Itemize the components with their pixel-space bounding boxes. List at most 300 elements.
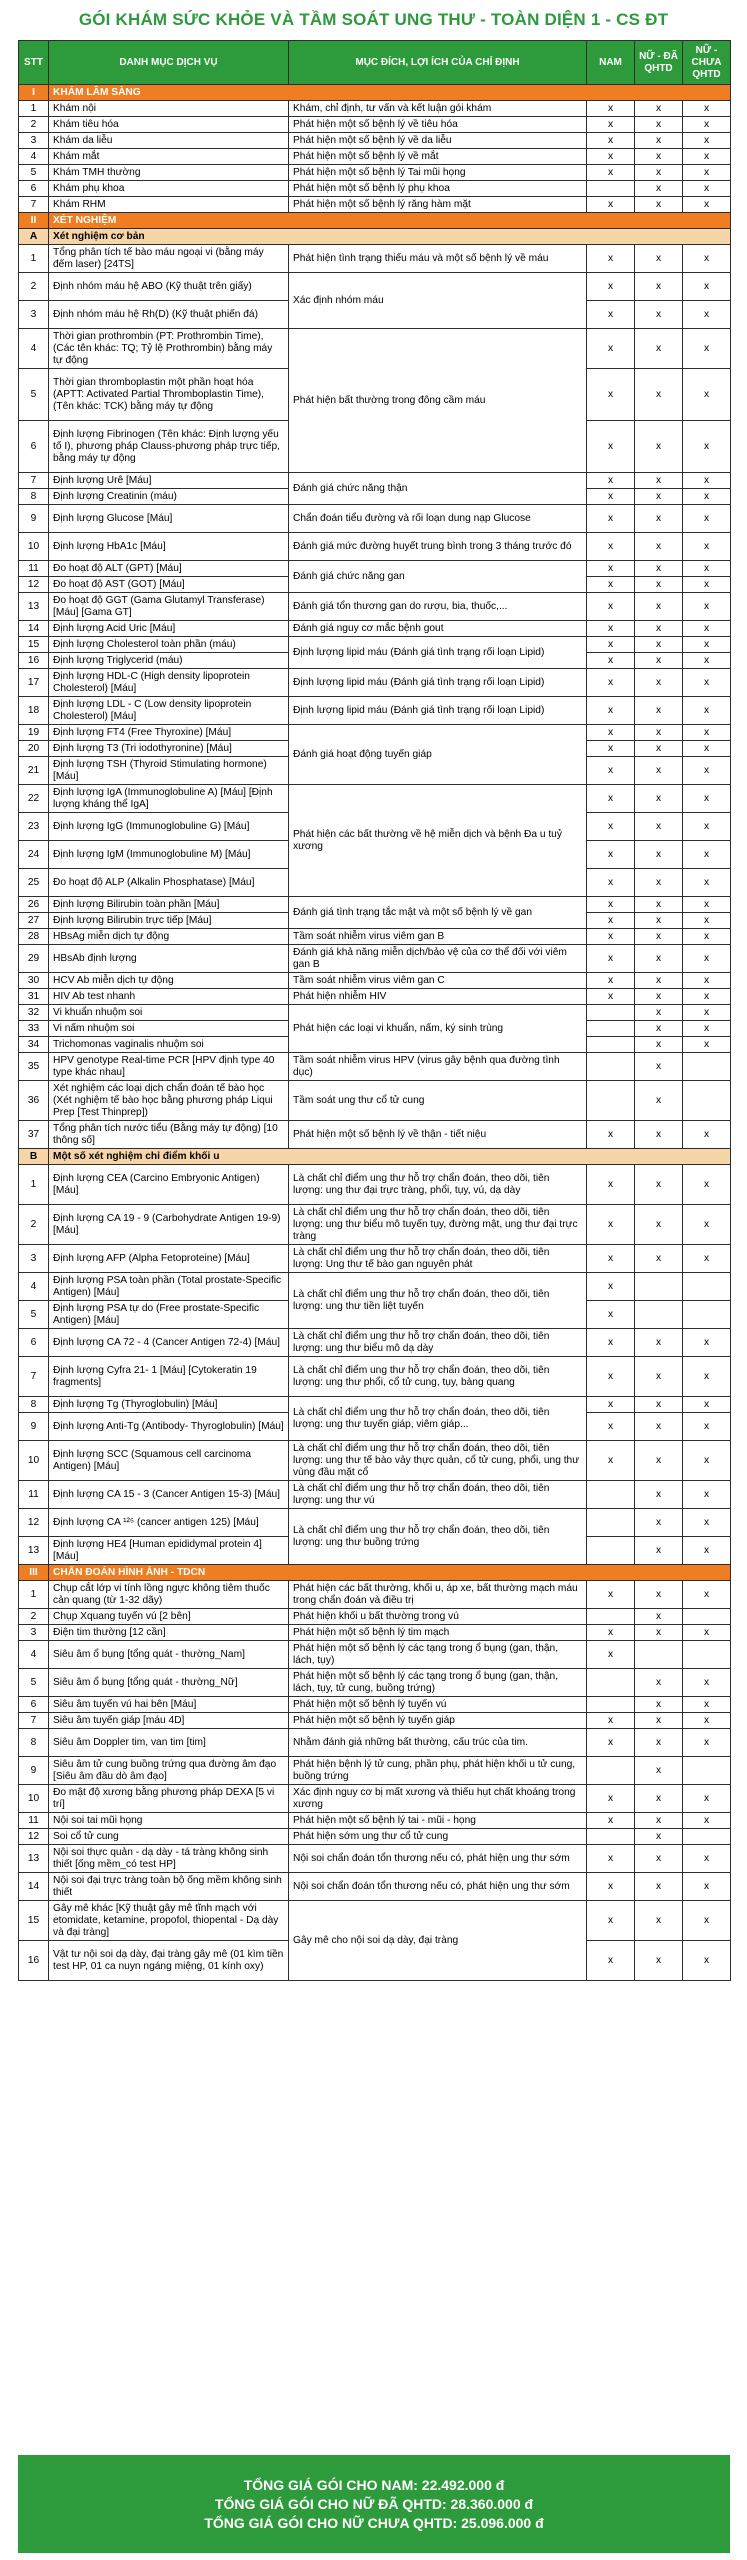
service-name: Định lượng SCC (Squamous cell carcinoma Antigen) [Máu] bbox=[49, 1441, 289, 1481]
female-unmarried-check: x bbox=[683, 197, 731, 213]
female-married-check: x bbox=[635, 505, 683, 533]
table-header-row bbox=[19, 41, 731, 85]
service-name: Vật tư nội soi dạ dày, đại tràng gây mê (01 kìm tiền test HP, 01 ca nuyn ngáng miệng, 01 kính oxy) bbox=[49, 1941, 289, 1981]
female-unmarried-check: x bbox=[683, 1785, 731, 1813]
service-purpose: Là chất chỉ điểm ung thư hỗ trợ chẩn đoán, theo dõi, tiên lượng: ung thư biểu mô tuyến tụy, đường mật, ung thư đại trực tràng bbox=[289, 1205, 587, 1245]
row-number: 4 bbox=[19, 149, 49, 165]
female-unmarried-check: x bbox=[683, 421, 731, 473]
service-row bbox=[19, 1669, 731, 1697]
service-name: Định lượng IgA (Immunoglobuline A) [Máu] [Định lượng kháng thể IgA] bbox=[49, 785, 289, 813]
service-purpose: Phát hiện một số bệnh lý các tạng trong ổ bụng (gan, thận, lách, tụy, tử cung, buồng trứng) bbox=[289, 1669, 587, 1697]
female-married-check: x bbox=[635, 1005, 683, 1021]
male-check: x bbox=[587, 301, 635, 329]
female-unmarried-check: x bbox=[683, 561, 731, 577]
male-check: x bbox=[587, 1245, 635, 1273]
service-purpose: Đánh giá nguy cơ mắc bệnh gout bbox=[289, 621, 587, 637]
row-number: 36 bbox=[19, 1081, 49, 1121]
row-number: 21 bbox=[19, 757, 49, 785]
male-check: x bbox=[587, 669, 635, 697]
male-check: x bbox=[587, 369, 635, 421]
female-unmarried-check: x bbox=[683, 653, 731, 669]
row-number: 5 bbox=[19, 1669, 49, 1697]
female-married-check: x bbox=[635, 181, 683, 197]
female-married-check: x bbox=[635, 757, 683, 785]
male-check: x bbox=[587, 1941, 635, 1981]
male-check bbox=[587, 1509, 635, 1537]
female-married-check: x bbox=[635, 1021, 683, 1037]
female-unmarried-check: x bbox=[683, 1005, 731, 1021]
service-name: Đo hoạt độ GGT (Gama Glutamyl Transferase) [Máu] [Gama GT] bbox=[49, 593, 289, 621]
service-purpose: Phát hiện một số bệnh lý răng hàm mặt bbox=[289, 197, 587, 213]
service-row bbox=[19, 785, 731, 813]
service-purpose: Đánh giá mức đường huyết trung bình trong 3 tháng trước đó bbox=[289, 533, 587, 561]
service-name: Khám da liễu bbox=[49, 133, 289, 149]
female-married-check: x bbox=[635, 741, 683, 757]
service-row bbox=[19, 1625, 731, 1641]
service-name: Siêu âm tuyến giáp [máu 4D] bbox=[49, 1713, 289, 1729]
service-name: Định lượng HbA1c [Máu] bbox=[49, 533, 289, 561]
male-check: x bbox=[587, 841, 635, 869]
male-check: x bbox=[587, 133, 635, 149]
service-name: HCV Ab miễn dịch tự động bbox=[49, 973, 289, 989]
female-unmarried-check: x bbox=[683, 869, 731, 897]
service-purpose: Phát hiện một số bệnh lý tuyến giáp bbox=[289, 1713, 587, 1729]
male-check: x bbox=[587, 1713, 635, 1729]
subsection-header-row bbox=[19, 229, 731, 245]
male-check: x bbox=[587, 245, 635, 273]
row-number: 19 bbox=[19, 725, 49, 741]
female-unmarried-check: x bbox=[683, 1329, 731, 1357]
female-married-check bbox=[635, 1301, 683, 1329]
female-married-check: x bbox=[635, 489, 683, 505]
service-row bbox=[19, 1713, 731, 1729]
male-check: x bbox=[587, 273, 635, 301]
male-check bbox=[587, 1053, 635, 1081]
section-number: B bbox=[19, 1149, 49, 1165]
service-purpose: Đánh giá khả năng miễn dịch/bảo vệ của cơ thể đối với viêm gan B bbox=[289, 945, 587, 973]
service-row bbox=[19, 273, 731, 301]
service-purpose: Tầm soát nhiễm virus viêm gan C bbox=[289, 973, 587, 989]
female-unmarried-check: x bbox=[683, 1509, 731, 1537]
service-purpose: Đánh giá hoạt động tuyến giáp bbox=[289, 725, 587, 785]
service-name: Chụp Xquang tuyến vú [2 bên] bbox=[49, 1609, 289, 1625]
header-male: NAM bbox=[587, 41, 635, 85]
female-married-check: x bbox=[635, 1625, 683, 1641]
female-unmarried-check bbox=[683, 1301, 731, 1329]
service-name: Định lượng PSA toàn phần (Total prostate-Specific Antigen) [Máu] bbox=[49, 1273, 289, 1301]
service-row bbox=[19, 505, 731, 533]
male-check: x bbox=[587, 945, 635, 973]
package-title: GÓI KHÁM SỨC KHỎE VÀ TẦM SOÁT UNG THƯ - TOÀN DIỆN 1 - CS ĐT bbox=[78, 10, 669, 29]
service-row bbox=[19, 197, 731, 213]
female-married-check: x bbox=[635, 1121, 683, 1149]
section-number: A bbox=[19, 229, 49, 245]
female-unmarried-check: x bbox=[683, 1205, 731, 1245]
female-married-check: x bbox=[635, 637, 683, 653]
service-purpose: Phát hiện các bất thường về hệ miễn dịch và bệnh Đa u tuỷ xương bbox=[289, 785, 587, 897]
section-number: I bbox=[19, 85, 49, 101]
female-married-check: x bbox=[635, 301, 683, 329]
service-row bbox=[19, 725, 731, 741]
row-number: 28 bbox=[19, 929, 49, 945]
service-purpose: Phát hiện một số bệnh lý về da liễu bbox=[289, 133, 587, 149]
service-purpose: Tầm soát nhiễm virus viêm gan B bbox=[289, 929, 587, 945]
female-unmarried-check: x bbox=[683, 1413, 731, 1441]
male-check: x bbox=[587, 1413, 635, 1441]
female-unmarried-check: x bbox=[683, 637, 731, 653]
female-married-check: x bbox=[635, 1829, 683, 1845]
service-name: Định lượng TSH (Thyroid Stimulating hormone) [Máu] bbox=[49, 757, 289, 785]
service-name: Định lượng Cyfra 21- 1 [Máu] [Cytokeratin 19 fragments] bbox=[49, 1357, 289, 1397]
row-number: 2 bbox=[19, 117, 49, 133]
row-number: 6 bbox=[19, 181, 49, 197]
service-name: Định lượng HDL-C (High density lipoprotein Cholesterol) [Máu] bbox=[49, 669, 289, 697]
male-check bbox=[587, 1609, 635, 1625]
female-married-check: x bbox=[635, 1205, 683, 1245]
female-married-check: x bbox=[635, 897, 683, 913]
row-number: 2 bbox=[19, 1205, 49, 1245]
service-name: Định lượng AFP (Alpha Fetoproteine) [Máu] bbox=[49, 1245, 289, 1273]
row-number: 6 bbox=[19, 1697, 49, 1713]
row-number: 22 bbox=[19, 785, 49, 813]
service-purpose: Phát hiện một số bệnh lý Tai mũi họng bbox=[289, 165, 587, 181]
service-name: Xét nghiệm các loại dịch chẩn đoán tế bào học (Xét nghiệm tế bào học bằng phương pháp Liqui Prep [Test Thinprep]) bbox=[49, 1081, 289, 1121]
female-married-check: x bbox=[635, 533, 683, 561]
row-number: 11 bbox=[19, 1813, 49, 1829]
female-unmarried-check: x bbox=[683, 181, 731, 197]
female-unmarried-check: x bbox=[683, 913, 731, 929]
female-unmarried-check bbox=[683, 1757, 731, 1785]
row-number: 14 bbox=[19, 621, 49, 637]
female-married-check: x bbox=[635, 1873, 683, 1901]
service-purpose: Là chất chỉ điểm ung thư hỗ trợ chẩn đoán, theo dõi, tiên lượng: ung thư vú bbox=[289, 1481, 587, 1509]
service-name: Định lượng CA 72 - 4 (Cancer Antigen 72-4) [Máu] bbox=[49, 1329, 289, 1357]
service-purpose: Phát hiện một số bệnh lý tai - mũi - họng bbox=[289, 1813, 587, 1829]
female-unmarried-check: x bbox=[683, 1441, 731, 1481]
female-married-check: x bbox=[635, 1845, 683, 1873]
service-purpose: Tầm soát ung thư cổ tử cung bbox=[289, 1081, 587, 1121]
service-name: Định lượng FT4 (Free Thyroxine) [Máu] bbox=[49, 725, 289, 741]
service-name: Định lượng Glucose [Máu] bbox=[49, 505, 289, 533]
row-number: 7 bbox=[19, 473, 49, 489]
female-married-check: x bbox=[635, 929, 683, 945]
female-married-check: x bbox=[635, 869, 683, 897]
service-purpose: Là chất chỉ điểm ung thư hỗ trợ chẩn đoán, theo dõi, tiên lượng: ung thư tuyến giáp, viêm giáp... bbox=[289, 1397, 587, 1441]
service-row bbox=[19, 165, 731, 181]
service-row bbox=[19, 621, 731, 637]
male-check: x bbox=[587, 1873, 635, 1901]
service-purpose: Gây mê cho nội soi dạ dày, đại tràng bbox=[289, 1901, 587, 1981]
male-check: x bbox=[587, 741, 635, 757]
female-unmarried-check: x bbox=[683, 245, 731, 273]
service-purpose: Phát hiện một số bệnh lý phụ khoa bbox=[289, 181, 587, 197]
male-check bbox=[587, 1537, 635, 1565]
service-name: Điện tim thường [12 cần] bbox=[49, 1625, 289, 1641]
female-married-check: x bbox=[635, 973, 683, 989]
female-married-check: x bbox=[635, 273, 683, 301]
female-married-check: x bbox=[635, 1509, 683, 1537]
service-row bbox=[19, 1829, 731, 1845]
row-number: 30 bbox=[19, 973, 49, 989]
service-name: Định nhóm máu hệ Rh(D) (Kỹ thuật phiến đá) bbox=[49, 301, 289, 329]
male-check: x bbox=[587, 421, 635, 473]
service-name: Định lượng Urê [Máu] bbox=[49, 473, 289, 489]
male-check: x bbox=[587, 1121, 635, 1149]
service-purpose: Phát hiện một số bệnh lý về tiêu hóa bbox=[289, 117, 587, 133]
female-unmarried-check: x bbox=[683, 1729, 731, 1757]
female-unmarried-check: x bbox=[683, 1697, 731, 1713]
service-row bbox=[19, 1785, 731, 1813]
service-name: Đo hoạt độ AST (GOT) [Máu] bbox=[49, 577, 289, 593]
service-name: Siêu âm ổ bụng [tổng quát - thường_Nữ] bbox=[49, 1669, 289, 1697]
female-married-check: x bbox=[635, 725, 683, 741]
row-number: 5 bbox=[19, 1301, 49, 1329]
price-male: TỔNG GIÁ GÓI CHO NAM: 22.492.000 đ bbox=[243, 2476, 505, 2493]
row-number: 13 bbox=[19, 1845, 49, 1873]
service-name: Tổng phân tích tế bào máu ngoại vi (bằng máy đếm laser) [24TS] bbox=[49, 245, 289, 273]
male-check: x bbox=[587, 637, 635, 653]
row-number: 1 bbox=[19, 245, 49, 273]
female-married-check: x bbox=[635, 1165, 683, 1205]
service-purpose: Khám, chỉ định, tư vấn và kết luận gói khám bbox=[289, 101, 587, 117]
service-row bbox=[19, 473, 731, 489]
section-title: CHẨN ĐOÁN HÌNH ẢNH - TDCN bbox=[49, 1565, 731, 1581]
female-married-check: x bbox=[635, 913, 683, 929]
service-row bbox=[19, 1245, 731, 1273]
service-row bbox=[19, 1697, 731, 1713]
male-check bbox=[587, 1669, 635, 1697]
male-check: x bbox=[587, 653, 635, 669]
female-married-check: x bbox=[635, 669, 683, 697]
male-check: x bbox=[587, 533, 635, 561]
row-number: 15 bbox=[19, 637, 49, 653]
row-number: 13 bbox=[19, 593, 49, 621]
female-unmarried-check: x bbox=[683, 149, 731, 165]
row-number: 34 bbox=[19, 1037, 49, 1053]
service-name: Khám phụ khoa bbox=[49, 181, 289, 197]
service-row bbox=[19, 1205, 731, 1245]
service-name: Khám mắt bbox=[49, 149, 289, 165]
row-number: 13 bbox=[19, 1537, 49, 1565]
price-female-married: TỔNG GIÁ GÓI CHO NỮ ĐÃ QHTD: 28.360.000 đ bbox=[214, 2495, 534, 2512]
row-number: 2 bbox=[19, 1609, 49, 1625]
service-name: Soi cổ tử cung bbox=[49, 1829, 289, 1845]
female-married-check: x bbox=[635, 945, 683, 973]
female-unmarried-check bbox=[683, 1609, 731, 1625]
male-check: x bbox=[587, 1901, 635, 1941]
section-header-row bbox=[19, 213, 731, 229]
female-unmarried-check: x bbox=[683, 1165, 731, 1205]
female-unmarried-check: x bbox=[683, 165, 731, 181]
female-unmarried-check: x bbox=[683, 1537, 731, 1565]
female-married-check: x bbox=[635, 1441, 683, 1481]
service-purpose: Là chất chỉ điểm ung thư hỗ trợ chẩn đoán, theo dõi, tiên lượng: ung thư phổi, cổ tử cung, tụy, bàng quang bbox=[289, 1357, 587, 1397]
female-married-check: x bbox=[635, 117, 683, 133]
service-name: Siêu âm ổ bụng [tổng quát - thường_Nam] bbox=[49, 1641, 289, 1669]
row-number: 4 bbox=[19, 1273, 49, 1301]
female-unmarried-check: x bbox=[683, 133, 731, 149]
male-check: x bbox=[587, 101, 635, 117]
female-married-check: x bbox=[635, 1245, 683, 1273]
female-unmarried-check: x bbox=[683, 1481, 731, 1509]
service-name: Định lượng T3 (Tri iodothyronine) [Máu] bbox=[49, 741, 289, 757]
service-purpose: Định lượng lipid máu (Đánh giá tình trạng rối loạn Lipid) bbox=[289, 697, 587, 725]
female-unmarried-check: x bbox=[683, 1121, 731, 1149]
female-unmarried-check bbox=[683, 1641, 731, 1669]
female-married-check: x bbox=[635, 1081, 683, 1121]
female-unmarried-check: x bbox=[683, 117, 731, 133]
female-married-check: x bbox=[635, 1357, 683, 1397]
service-purpose: Phát hiện nhiễm HIV bbox=[289, 989, 587, 1005]
service-row bbox=[19, 101, 731, 117]
service-purpose: Là chất chỉ điểm ung thư hỗ trợ chẩn đoán, theo dõi, tiên lượng: ung thư tế bào vảy thực quản, cổ tử cung, phổi, ung thư vùng đầu mặt cổ bbox=[289, 1441, 587, 1481]
table-body bbox=[19, 85, 731, 1981]
row-number: 9 bbox=[19, 1757, 49, 1785]
row-number: 12 bbox=[19, 1509, 49, 1537]
row-number: 1 bbox=[19, 101, 49, 117]
service-purpose: Phát hiện một số bệnh lý về mắt bbox=[289, 149, 587, 165]
male-check: x bbox=[587, 725, 635, 741]
row-number: 14 bbox=[19, 1873, 49, 1901]
female-married-check: x bbox=[635, 369, 683, 421]
female-unmarried-check: x bbox=[683, 473, 731, 489]
female-married-check: x bbox=[635, 1481, 683, 1509]
service-name: Khám nội bbox=[49, 101, 289, 117]
male-check bbox=[587, 1757, 635, 1785]
female-unmarried-check: x bbox=[683, 1873, 731, 1901]
female-married-check: x bbox=[635, 1413, 683, 1441]
male-check: x bbox=[587, 149, 635, 165]
row-number: 5 bbox=[19, 369, 49, 421]
service-name: Định lượng Bilirubin trực tiếp [Máu] bbox=[49, 913, 289, 929]
row-number: 15 bbox=[19, 1901, 49, 1941]
service-row bbox=[19, 1165, 731, 1205]
male-check: x bbox=[587, 1625, 635, 1641]
row-number: 24 bbox=[19, 841, 49, 869]
service-row bbox=[19, 1357, 731, 1397]
male-check: x bbox=[587, 1641, 635, 1669]
male-check bbox=[587, 181, 635, 197]
service-purpose: Xác định nguy cơ bị mất xương và thiếu hụt chất khoáng trong xương bbox=[289, 1785, 587, 1813]
service-purpose: Phát hiện bệnh lý tử cung, phần phụ, phát hiện khối u tử cung, buồng trứng bbox=[289, 1757, 587, 1785]
header-female-unmarried: NỮ - CHƯA QHTD bbox=[683, 41, 731, 85]
male-check: x bbox=[587, 1813, 635, 1829]
service-purpose: Phát hiện khối u bất thường trong vú bbox=[289, 1609, 587, 1625]
service-row bbox=[19, 697, 731, 725]
female-unmarried-check: x bbox=[683, 1357, 731, 1397]
row-number: 3 bbox=[19, 1625, 49, 1641]
male-check bbox=[587, 1081, 635, 1121]
service-name: Gây mê khác [Kỹ thuật gây mê tĩnh mạch với etomidate, ketamine, propofol, thiopental - Dạ dày và đại tràng] bbox=[49, 1901, 289, 1941]
female-married-check: x bbox=[635, 1813, 683, 1829]
female-married-check: x bbox=[635, 245, 683, 273]
service-name: Định lượng IgG (Immunoglobuline G) [Máu] bbox=[49, 813, 289, 841]
service-row bbox=[19, 1609, 731, 1625]
row-number: 23 bbox=[19, 813, 49, 841]
row-number: 1 bbox=[19, 1581, 49, 1609]
service-name: Thời gian thromboplastin một phần hoạt hóa (APTT: Activated Partial Thromboplastin Time), (Tên khác: TCK) bằng máy tự động bbox=[49, 369, 289, 421]
male-check bbox=[587, 1021, 635, 1037]
female-unmarried-check bbox=[683, 1273, 731, 1301]
row-number: 26 bbox=[19, 897, 49, 913]
service-row bbox=[19, 1481, 731, 1509]
male-check: x bbox=[587, 913, 635, 929]
service-name: Định lượng Acid Uric [Máu] bbox=[49, 621, 289, 637]
row-number: 25 bbox=[19, 869, 49, 897]
row-number: 27 bbox=[19, 913, 49, 929]
female-unmarried-check: x bbox=[683, 1625, 731, 1641]
row-number: 7 bbox=[19, 1357, 49, 1397]
service-row bbox=[19, 561, 731, 577]
female-married-check bbox=[635, 1641, 683, 1669]
row-number: 8 bbox=[19, 1729, 49, 1757]
service-purpose: Phát hiện một số bệnh lý tim mạch bbox=[289, 1625, 587, 1641]
female-unmarried-check: x bbox=[683, 1581, 731, 1609]
female-married-check: x bbox=[635, 165, 683, 181]
service-row bbox=[19, 133, 731, 149]
header-female-married: NỮ - ĐÃ QHTD bbox=[635, 41, 683, 85]
male-check bbox=[587, 1697, 635, 1713]
service-name: Chụp cắt lớp vi tính lồng ngực không tiêm thuốc cản quang (từ 1-32 dãy) bbox=[49, 1581, 289, 1609]
service-row bbox=[19, 1053, 731, 1081]
female-unmarried-check: x bbox=[683, 369, 731, 421]
female-married-check: x bbox=[635, 421, 683, 473]
male-check: x bbox=[587, 197, 635, 213]
female-unmarried-check: x bbox=[683, 1021, 731, 1037]
row-number: 17 bbox=[19, 669, 49, 697]
male-check: x bbox=[587, 329, 635, 369]
male-check: x bbox=[587, 897, 635, 913]
female-married-check: x bbox=[635, 561, 683, 577]
female-unmarried-check: x bbox=[683, 329, 731, 369]
female-married-check: x bbox=[635, 697, 683, 725]
service-name: Định nhóm máu hệ ABO (Kỹ thuật trên giấy) bbox=[49, 273, 289, 301]
female-married-check: x bbox=[635, 1037, 683, 1053]
male-check bbox=[587, 1037, 635, 1053]
row-number: 3 bbox=[19, 133, 49, 149]
row-number: 16 bbox=[19, 1941, 49, 1981]
row-number: 4 bbox=[19, 329, 49, 369]
female-married-check: x bbox=[635, 329, 683, 369]
male-check: x bbox=[587, 1441, 635, 1481]
male-check: x bbox=[587, 1205, 635, 1245]
service-purpose: Là chất chỉ điểm ung thư hỗ trợ chẩn đoán, theo dõi, tiên lượng: ung thư biểu mô dạ dày bbox=[289, 1329, 587, 1357]
service-name: Định lượng Cholesterol toàn phần (máu) bbox=[49, 637, 289, 653]
row-number: 12 bbox=[19, 577, 49, 593]
service-name: Khám TMH thường bbox=[49, 165, 289, 181]
row-number: 37 bbox=[19, 1121, 49, 1149]
service-row bbox=[19, 669, 731, 697]
row-number: 7 bbox=[19, 1713, 49, 1729]
male-check: x bbox=[587, 1581, 635, 1609]
service-name: Định lượng CA 19 - 9 (Carbohydrate Antigen 19-9) [Máu] bbox=[49, 1205, 289, 1245]
female-unmarried-check: x bbox=[683, 929, 731, 945]
header-stt: STT bbox=[19, 41, 49, 85]
service-name: Nội soi thực quản - dạ dày - tá tràng không sinh thiết [ống mềm_có test HP] bbox=[49, 1845, 289, 1873]
male-check: x bbox=[587, 1357, 635, 1397]
female-unmarried-check: x bbox=[683, 1813, 731, 1829]
service-row bbox=[19, 929, 731, 945]
service-row bbox=[19, 1273, 731, 1301]
row-number: 11 bbox=[19, 561, 49, 577]
female-married-check: x bbox=[635, 1901, 683, 1941]
female-married-check: x bbox=[635, 473, 683, 489]
male-check: x bbox=[587, 757, 635, 785]
male-check bbox=[587, 1005, 635, 1021]
male-check: x bbox=[587, 117, 635, 133]
service-row bbox=[19, 945, 731, 973]
female-married-check: x bbox=[635, 1581, 683, 1609]
